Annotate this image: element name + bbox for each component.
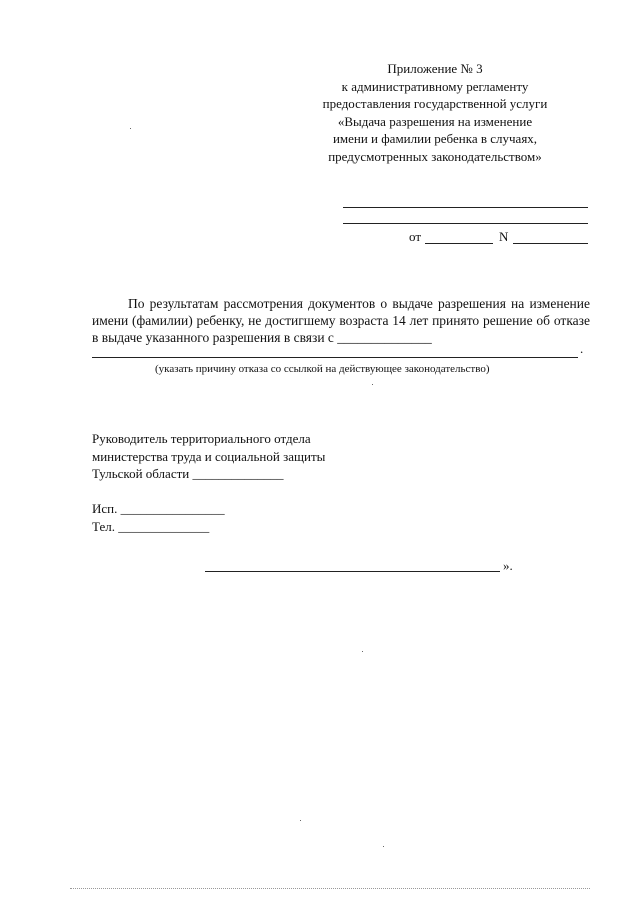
reason-end-dot: .: [580, 341, 584, 356]
reason-blank-line: [92, 357, 578, 358]
decision-paragraph: [92, 295, 590, 346]
scan-speck: [130, 128, 131, 129]
scan-speck: [300, 820, 301, 821]
signer-block: [92, 430, 325, 483]
closing-blank-line: [205, 571, 500, 572]
appendix-title: Приложение № 3: [387, 61, 483, 76]
decision-text: По результатам рассмотрения документов о выдаче разрешения на изменение имени (фамилии) ребенку, не достигшему возраста 14 лет принято решение об отказе в выдаче указанного разрешения в связи с ______________: [92, 296, 590, 345]
scan-footer-noise: [70, 888, 590, 889]
closing-quote: ».: [503, 558, 513, 573]
number-label: N: [499, 229, 509, 244]
date-blank: [425, 243, 493, 244]
scan-speck: [372, 384, 373, 385]
signer-line-3: Тульской области ______________: [92, 466, 284, 481]
appendix-line-5: имени и фамилии ребенка в случаях,: [332, 131, 538, 146]
reason-hint: (указать причину отказа со ссылкой на действующее законодательство): [155, 363, 490, 375]
address-line-2: [343, 223, 588, 224]
contact-block: [92, 500, 225, 535]
from-label: от: [409, 229, 422, 244]
appendix-header: [300, 60, 570, 165]
phone-line: Тел. ______________: [92, 518, 210, 534]
signer-line-2: министерства труда и социальной защиты: [92, 448, 326, 464]
appendix-line-6: предусмотренных законодательством»: [328, 148, 542, 164]
scan-speck: [362, 651, 363, 652]
address-line-1: [343, 207, 588, 208]
executor-line: Исп. ________________: [92, 501, 225, 516]
appendix-line-2: к административному регламенту: [341, 78, 529, 94]
appendix-line-4: «Выдача разрешения на изменение: [337, 113, 533, 129]
signer-line-1: Руководитель территориального отдела: [92, 431, 311, 446]
appendix-line-3: предоставления государственной услуги: [322, 96, 548, 111]
number-blank: [513, 243, 588, 244]
scan-speck: [383, 846, 384, 847]
